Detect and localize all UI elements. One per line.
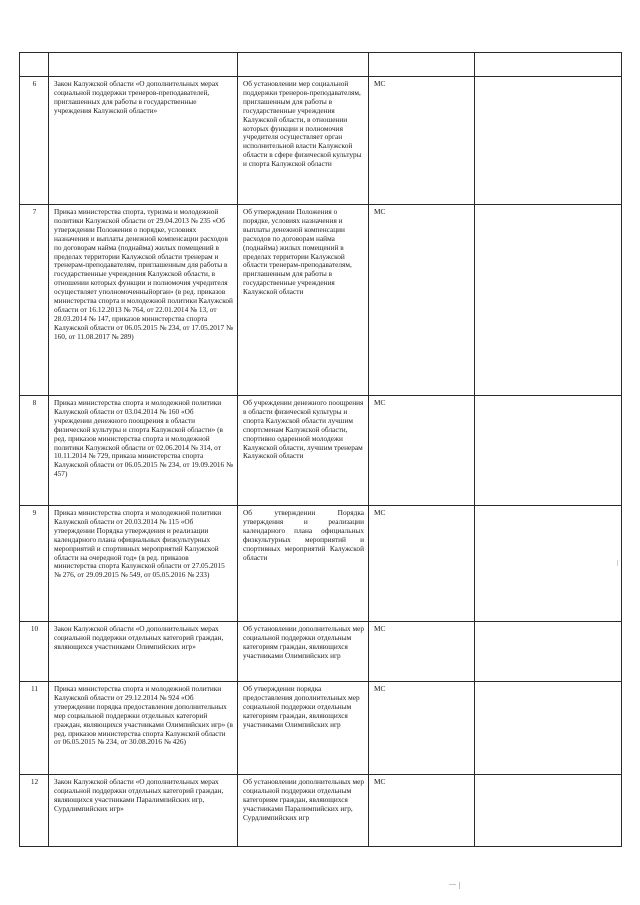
- row-number: 7: [20, 205, 49, 396]
- registry-table: [19, 52, 622, 847]
- table-row: [20, 205, 622, 396]
- act-title: Закон Калужской области «О дополнительных мерах социальной поддержки тренеров-преподавателей, приглашенных для работы в государственные учреждения Калужской области»: [49, 77, 238, 205]
- scan-mark: [459, 882, 460, 889]
- table-row-continuation: [20, 53, 622, 77]
- act-title: Приказ министерства спорта и молодежной политики Калужской области от 29.12.2014 № 924 «Об утверждении порядка предоставления дополнительных мер социальной поддержки отдельных категорий граждан, являющихся участниками Олимпийских игр» (в ред. приказов министерства спорта Калужской области от 06.05.2015 № 234, от 30.08.2016 № 426): [49, 682, 238, 775]
- responsible-body: МС: [369, 506, 475, 622]
- row-number: 6: [20, 77, 49, 205]
- cell-empty: [475, 622, 622, 682]
- table-row: [20, 506, 622, 622]
- act-subject: Об установлении дополнительных мер социальной поддержки отдельным категориям граждан, являющихся участниками Олимпийских игр: [238, 622, 369, 682]
- cell-empty: [475, 506, 622, 622]
- cell-empty: [20, 53, 49, 77]
- act-subject: Об учреждении денежного поощрения в области физической культуры и спорта Калужской области лучшим спортсменам Калужской области, спортивно одаренной молодежи Калужской области, лучшим тренерам Калужской области: [238, 396, 369, 506]
- row-number: 12: [20, 775, 49, 847]
- table-row: [20, 622, 622, 682]
- act-title: Закон Калужской области «О дополнительных мерах социальной поддержки отдельных категорий граждан, являющихся участниками Паралимпийских игр, Сурдлимпийских игр»: [49, 775, 238, 847]
- responsible-body: МС: [369, 775, 475, 847]
- scan-mark: [617, 560, 618, 566]
- act-title: Приказ министерства спорта, туризма и молодежной политики Калужской области от 29.04.2013 № 235 «Об утверждении Положения о порядке, условиях назначения и выплаты денежной компенсации расходов по договорам найма (поднайма) жилых помещений в пределах территории Калужской области тренерам и тренерам-преподавателям, приглашенным для работы в государственные учреждения Калужской области, в отношении которых функции и полномочия учредителя осуществляет уполномоченныйорган» (в ред. приказов министерства спорта и молодежной политики Калужской области от 16.12.2013 № 764, от 22.01.2014 № 13, от 28.03.2014 № 147, приказов министерства спорта Калужской области от 06.05.2015 № 234, от 17.05.2017 № 160, от 11.08.2017 № 289): [49, 205, 238, 396]
- cell-empty: [369, 53, 475, 77]
- row-number: 8: [20, 396, 49, 506]
- act-subject: Об утверждении Порядка утверждения и реализации календарного плана официальных физкультурных мероприятий и спортивных мероприятий Калужской области: [238, 506, 369, 622]
- responsible-body: МС: [369, 205, 475, 396]
- cell-empty: [475, 682, 622, 775]
- act-title: Приказ министерства спорта и молодежной политики Калужской области от 03.04.2014 № 160 «Об учреждении денежного поощрения в области физической культуры и спорта Калужской области» (в ред. приказов министерства спорта и молодежной политики Калужской области от 02.06.2014 № 314, от 10.11.2014 № 729, приказа министерства спорта Калужской области от 06.05.2015 № 234, от 19.09.2016 № 457): [49, 396, 238, 506]
- table-row: [20, 396, 622, 506]
- row-number: 10: [20, 622, 49, 682]
- cell-empty: [475, 205, 622, 396]
- act-subject: Об утверждении Положения о порядке, условиях назначения и выплаты денежной компенсации расходов по договорам найма (поднайма) жилых помещений в пределах территории Калужской области тренерам-преподавателям, приглашенным для работы в государственные учреждения Калужской области: [238, 205, 369, 396]
- responsible-body: МС: [369, 396, 475, 506]
- responsible-body: МС: [369, 682, 475, 775]
- act-subject: Об установлении дополнительных мер социальной поддержки отдельным категориям граждан, являющихся участниками Паралимпийских игр, Сурдлимпийских игр: [238, 775, 369, 847]
- act-title: Приказ министерства спорта и молодежной политики Калужской области от 20.03.2014 № 115 «Об утверждении Порядка утверждения и реализации календарного плана официальных физкультурных мероприятий и спортивных мероприятий Калужской области на очередной год» (в ред. приказов министерства спорта Калужской области от 27.05.2015 № 276, от 29.09.2015 № 549, от 05.05.2016 № 233): [49, 506, 238, 622]
- cell-empty: [475, 53, 622, 77]
- row-number: 9: [20, 506, 49, 622]
- row-number: 11: [20, 682, 49, 775]
- table-row: [20, 682, 622, 775]
- act-subject: Об утверждении порядка предоставления дополнительных мер социальной поддержки отдельным категориям граждан, являющихся участниками Олимпийских игр: [238, 682, 369, 775]
- responsible-body: МС: [369, 622, 475, 682]
- table-row: [20, 77, 622, 205]
- act-title: Закон Калужской области «О дополнительных мерах социальной поддержки отдельных категорий граждан, являющихся участниками Олимпийских игр»: [49, 622, 238, 682]
- scan-mark: [449, 884, 456, 885]
- cell-empty: [475, 396, 622, 506]
- cell-empty: [49, 53, 238, 77]
- cell-empty: [475, 77, 622, 205]
- cell-empty: [475, 775, 622, 847]
- cell-empty: [238, 53, 369, 77]
- responsible-body: МС: [369, 77, 475, 205]
- table-row: [20, 775, 622, 847]
- act-subject: Об установлении мер социальной поддержки тренеров-преподавателям, приглашенным для работы в государственные учреждения Калужской области, в отношении которых функции и полномочия учредителя осуществляет орган исполнительной власти Калужской области в сфере физической культуры и спорта Калужской области: [238, 77, 369, 205]
